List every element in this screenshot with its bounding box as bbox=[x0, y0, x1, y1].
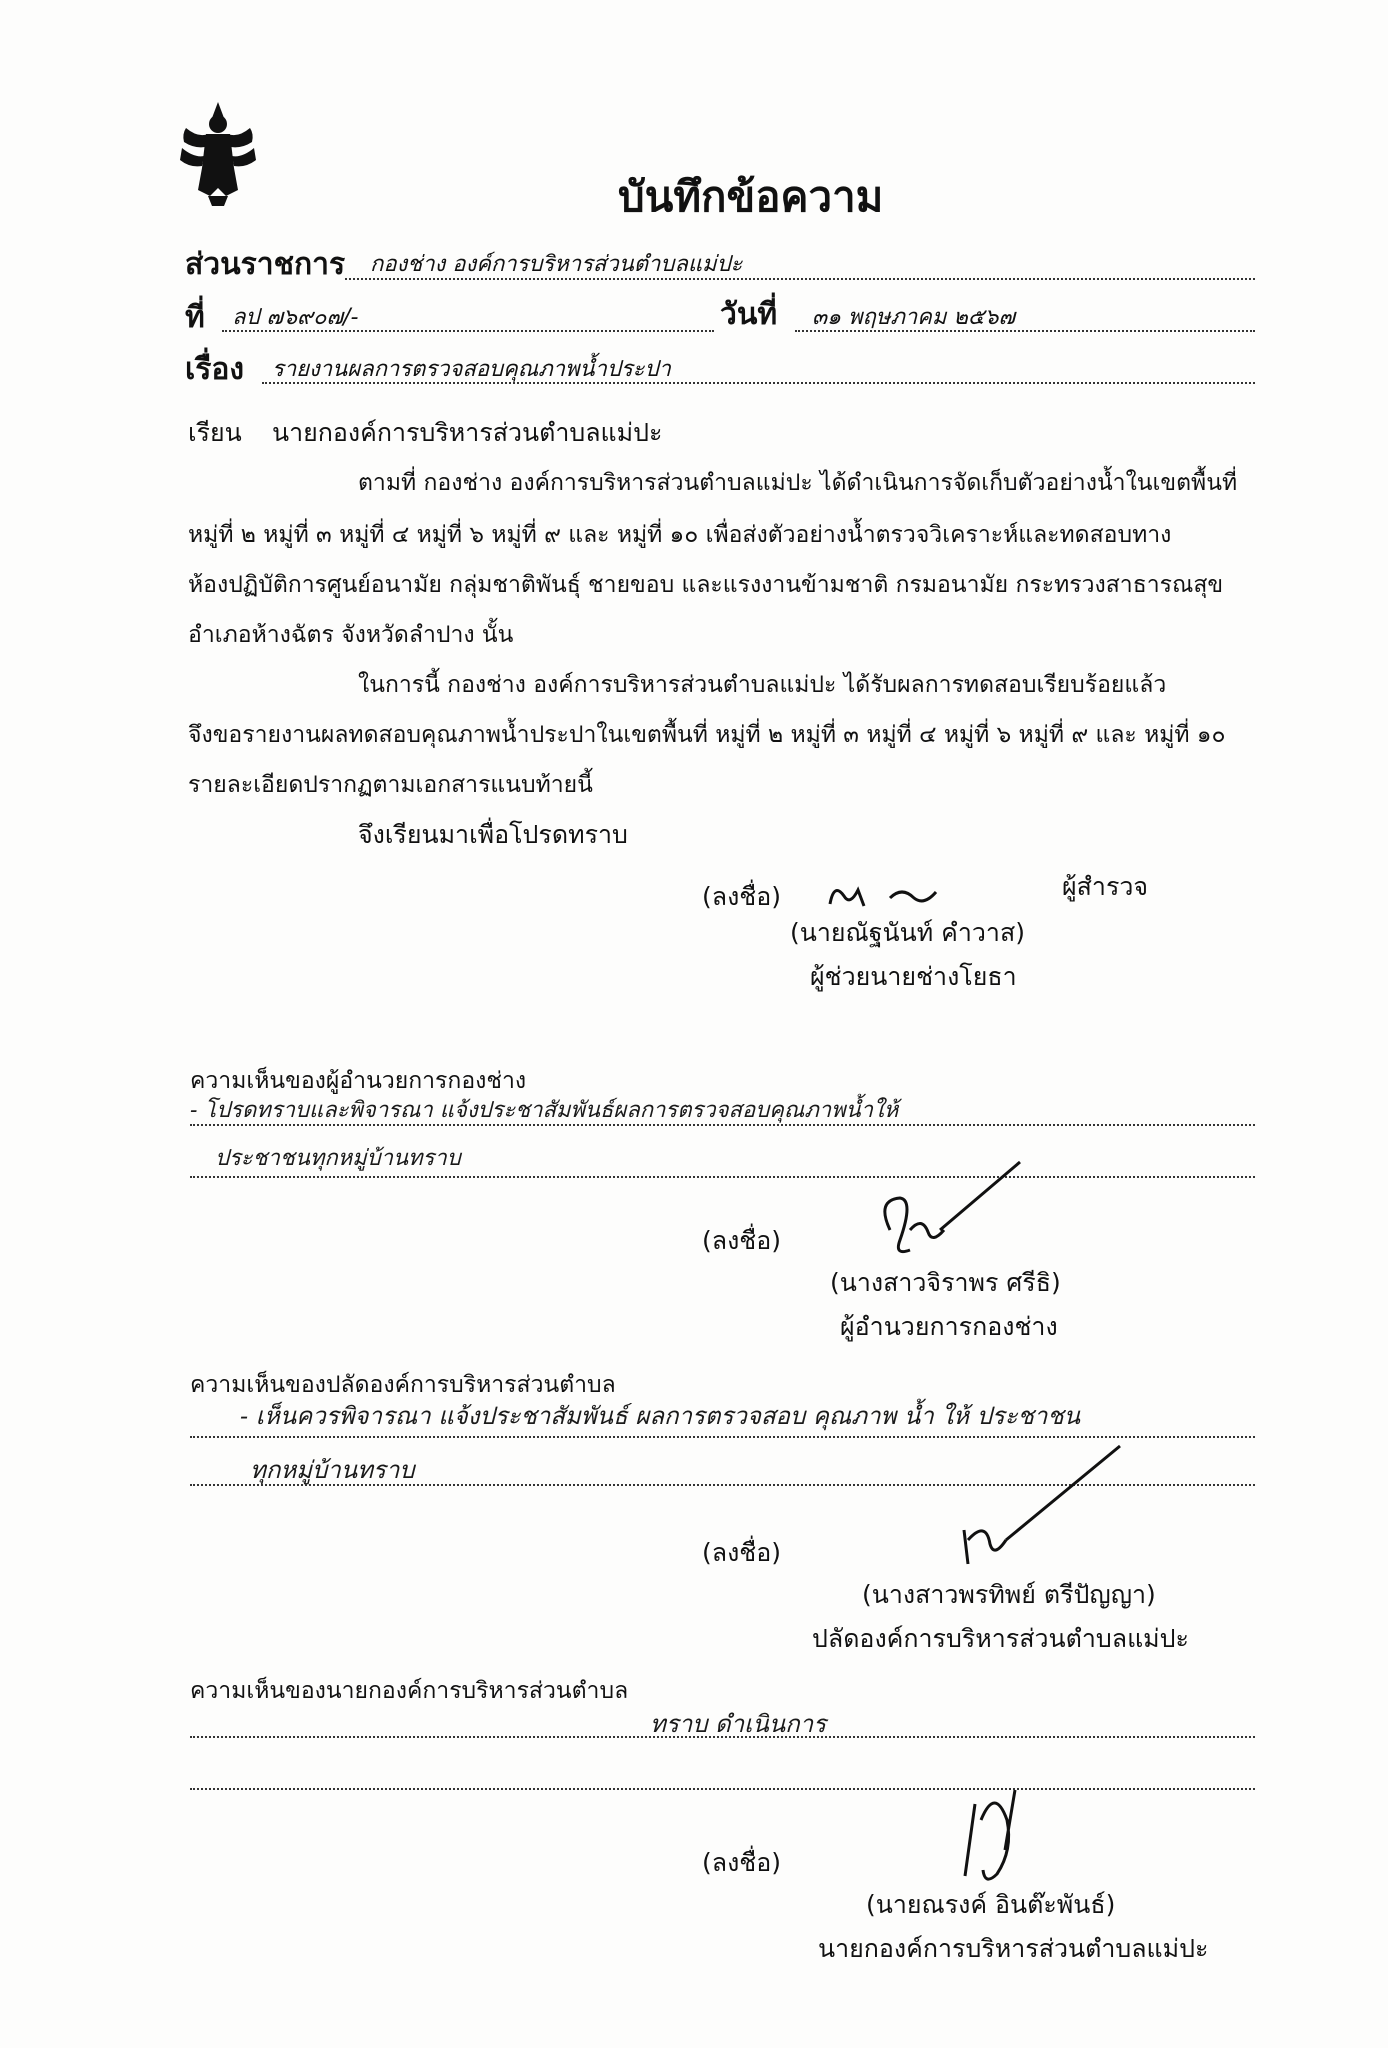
mayor-sign-label: (ลงชื่อ) bbox=[702, 1848, 782, 1877]
date-label: วันที่ bbox=[720, 297, 778, 332]
mayor-dots-2 bbox=[190, 1788, 1255, 1790]
closing-line: จึงเรียนมาเพื่อโปรดทราบ bbox=[358, 820, 628, 849]
mayor-dots-1 bbox=[190, 1736, 1255, 1738]
to-value: นายกองค์การบริหารส่วนตำบลแม่ปะ bbox=[272, 418, 663, 447]
document-title: บันทึกข้อความ bbox=[618, 172, 884, 221]
director-sign-label: (ลงชื่อ) bbox=[702, 1226, 782, 1255]
to-label: เรียน bbox=[188, 418, 242, 447]
director-position: ผู้อำนวยการกองช่าง bbox=[840, 1312, 1058, 1341]
clerk-name: (นางสาวพรทิพย์ ตรีปัญญา) bbox=[862, 1580, 1156, 1609]
director-name: (นางสาวจิราพร ศรีธิ) bbox=[830, 1268, 1061, 1297]
mayor-position: นายกองค์การบริหารส่วนตำบลแม่ปะ bbox=[818, 1934, 1209, 1963]
surveyor-position: ผู้ช่วยนายช่างโยธา bbox=[810, 962, 1017, 991]
subject-label: เรื่อง bbox=[185, 352, 245, 387]
subject-value: รายงานผลการตรวจสอบคุณภาพน้ำประปา bbox=[272, 357, 671, 382]
ref-label: ที่ bbox=[185, 300, 205, 335]
clerk-opinion-label: ความเห็นของปลัดองค์การบริหารส่วนตำบล bbox=[190, 1372, 616, 1398]
surveyor-role: ผู้สำรวจ bbox=[1062, 872, 1149, 901]
para1-line1: ตามที่ กองช่าง องค์การบริหารส่วนตำบลแม่ปะ ได้ดำเนินการจัดเก็บตัวอย่างน้ำในเขตพื้นที่ bbox=[358, 470, 1238, 496]
clerk-position: ปลัดองค์การบริหารส่วนตำบลแม่ปะ bbox=[812, 1624, 1189, 1653]
date-value: ๓๑ พฤษภาคม ๒๕๖๗ bbox=[812, 305, 1016, 330]
clerk-handwritten-line1: - เห็นควรพิจารณา แจ้งประชาสัมพันธ์ ผลการตรวจสอบ คุณภาพ น้ำ ให้ ประชาชน bbox=[240, 1402, 1081, 1430]
director-dots-2 bbox=[190, 1176, 1255, 1178]
director-handwritten-line2: ประชาชนทุกหมู่บ้านทราบ bbox=[215, 1146, 461, 1171]
clerk-sign-label: (ลงชื่อ) bbox=[702, 1538, 782, 1567]
para2-line2: จึงขอรายงานผลทดสอบคุณภาพน้ำประปาในเขตพื้นที่ หมู่ที่ ๒ หมู่ที่ ๓ หมู่ที่ ๔ หมู่ที่ ๖ หมู่ที่ ๙ และ หมู่ที่ ๑๐ bbox=[188, 722, 1226, 748]
agency-label: ส่วนราชการ bbox=[185, 247, 346, 282]
director-handwritten-line1: - โปรดทราบและพิจารณา แจ้งประชาสัมพันธ์ผลการตรวจสอบคุณภาพน้ำให้ bbox=[190, 1098, 899, 1123]
director-signature bbox=[870, 1160, 1030, 1270]
clerk-dots-1 bbox=[190, 1436, 1255, 1438]
para1-line3: ห้องปฏิบัติการศูนย์อนามัย กลุ่มชาติพันธุ์ ชายขอบ และแรงงานข้ามชาติ กรมอนามัย กระทรวงสาธารณสุข bbox=[188, 572, 1224, 598]
ref-value: ลป ๗๖๙๐๗/- bbox=[232, 305, 359, 330]
clerk-handwritten-line2: ทุกหมู่บ้านทราบ bbox=[250, 1456, 415, 1484]
agency-value: กองช่าง องค์การบริหารส่วนตำบลแม่ปะ bbox=[370, 252, 743, 277]
clerk-signature bbox=[950, 1440, 1130, 1570]
para2-line1: ในการนี้ กองช่าง องค์การบริหารส่วนตำบลแม่ปะ ได้รับผลการทดสอบเรียบร้อยแล้ว bbox=[358, 672, 1167, 698]
director-opinion-label: ความเห็นของผู้อำนวยการกองช่าง bbox=[190, 1068, 527, 1094]
director-dots-1 bbox=[190, 1124, 1255, 1126]
mayor-opinion-label: ความเห็นของนายกองค์การบริหารส่วนตำบล bbox=[190, 1678, 629, 1704]
para1-line2: หมู่ที่ ๒ หมู่ที่ ๓ หมู่ที่ ๔ หมู่ที่ ๖ หมู่ที่ ๙ และ หมู่ที่ ๑๐ เพื่อส่งตัวอย่างน้ำตรวจวิเคราะห์และทดสอบทาง bbox=[188, 522, 1172, 548]
para1-line4: อำเภอห้างฉัตร จังหวัดลำปาง นั้น bbox=[188, 622, 514, 648]
garuda-emblem-icon bbox=[178, 98, 258, 208]
mayor-handwritten-line1: ทราบ ดำเนินการ bbox=[650, 1710, 827, 1738]
surveyor-name: (นายณัฐนันท์ คำวาส) bbox=[790, 918, 1025, 947]
para2-line3: รายละเอียดปรากฏตามเอกสารแนบท้ายนี้ bbox=[188, 772, 593, 798]
surveyor-signature bbox=[820, 876, 980, 916]
surveyor-sign-label: (ลงชื่อ) bbox=[702, 882, 782, 911]
mayor-name: (นายณรงค์ อินต๊ะพันธ์) bbox=[866, 1890, 1116, 1919]
